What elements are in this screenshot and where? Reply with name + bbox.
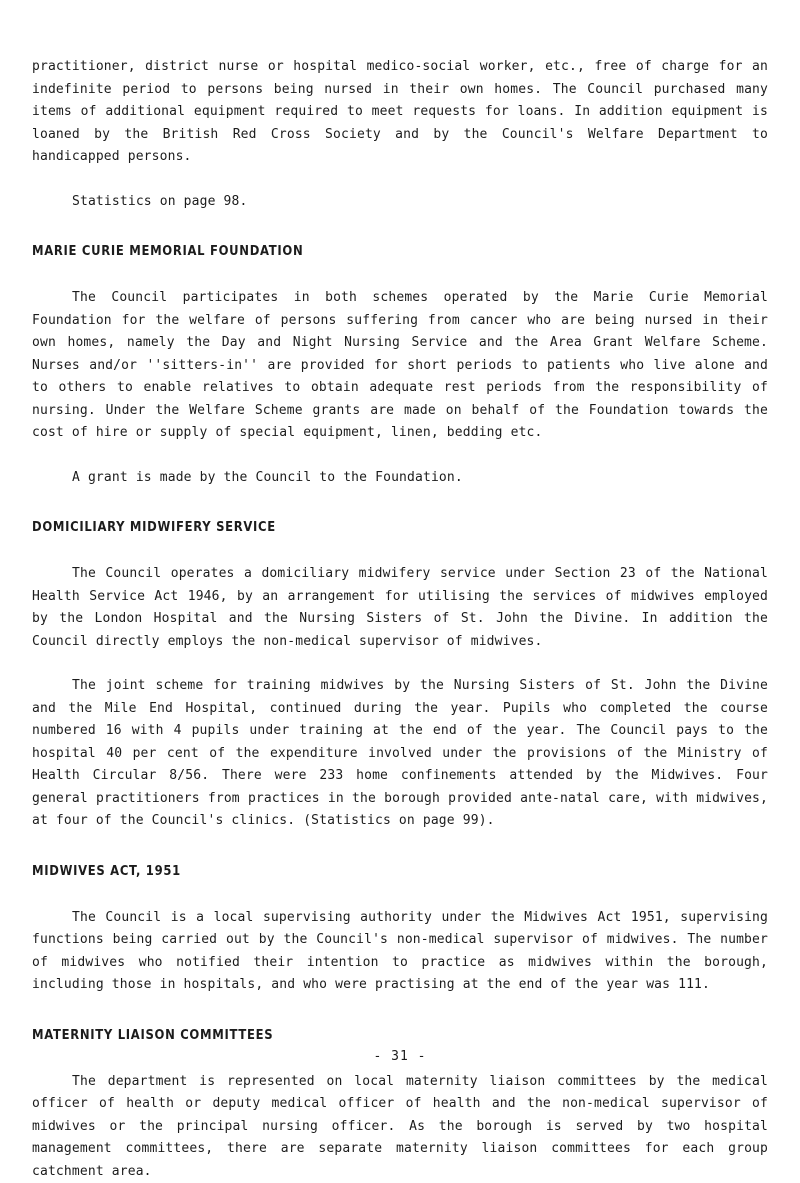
page-number: - 31 - [0,1049,800,1064]
section-heading-midwives-act: MIDWIVES ACT, 1951 [32,861,665,881]
document-page [32,56,768,1183]
intro-paragraph: practitioner, district nurse or hospital medico-social worker, etc., free of charge for an indefinite period to persons being nursed in their own homes. The Council purchased many items of additional equipment required to meet requests for loans. In addition equipment is loaned by the British Red Cross Society and by the Council's Welfare Department to handicapped persons. [32,56,768,169]
maternity-liaison-paragraph: The department is represented on local maternity liaison committees by the medical officer of health or deputy medical officer of health and the non-medical supervisor of midwives or the principal nursing officer. As the borough is served by two hospital management committees, there are separate maternity liaison committees for each group catchment area. [32,1071,768,1183]
section-heading-domiciliary-midwifery: DOMICILIARY MIDWIFERY SERVICE [32,517,665,537]
intro-statistics-reference: Statistics on page 98. [32,191,768,214]
midwives-act-paragraph: The Council is a local supervising authority under the Midwives Act 1951, supervising functions being carried out by the Council's non-medical supervisor of midwives. The number of midwives who notified their intention to practice as midwives within the borough, including those in hospitals, and who were practising at the end of the year was 111. [32,907,768,997]
domiciliary-midwifery-paragraph-1: The Council operates a domiciliary midwifery service under Section 23 of the National Health Service Act 1946, by an arrangement for utilising the services of midwives employed by the London Hospital and the Nursing Sisters of St. John the Divine. In addition the Council directly employs the non-medical supervisor of midwives. [32,563,768,653]
marie-curie-paragraph-1: The Council participates in both schemes operated by the Marie Curie Memorial Foundation for the welfare of persons suffering from cancer who are being nursed in their own homes, namely the Day and Night Nursing Service and the Area Grant Welfare Scheme. Nurses and/or ''sitters-in'' are provided for short periods to patients who live alone and to others to enable relatives to obtain adequate rest periods from the responsibility of nursing. Under the Welfare Scheme grants are made on behalf of the Foundation towards the cost of hire or supply of special equipment, linen, bedding etc. [32,287,768,445]
section-heading-maternity-liaison: MATERNITY LIAISON COMMITTEES [32,1025,665,1045]
marie-curie-paragraph-2: A grant is made by the Council to the Foundation. [32,467,768,490]
section-heading-marie-curie: MARIE CURIE MEMORIAL FOUNDATION [32,241,665,261]
domiciliary-midwifery-paragraph-2: The joint scheme for training midwives by the Nursing Sisters of St. John the Divine and the Mile End Hospital, continued during the year. Pupils who completed the course numbered 16 with 4 pupils under training at the end of the year. The Council pays to the hospital 40 per cent of the expenditure involved under the provisions of the Ministry of Health Circular 8/56. There were 233 home confinements attended by the Midwives. Four general practitioners from practices in the borough provided ante-natal care, with midwives, at four of the Council's clinics. (Statistics on page 99). [32,675,768,833]
